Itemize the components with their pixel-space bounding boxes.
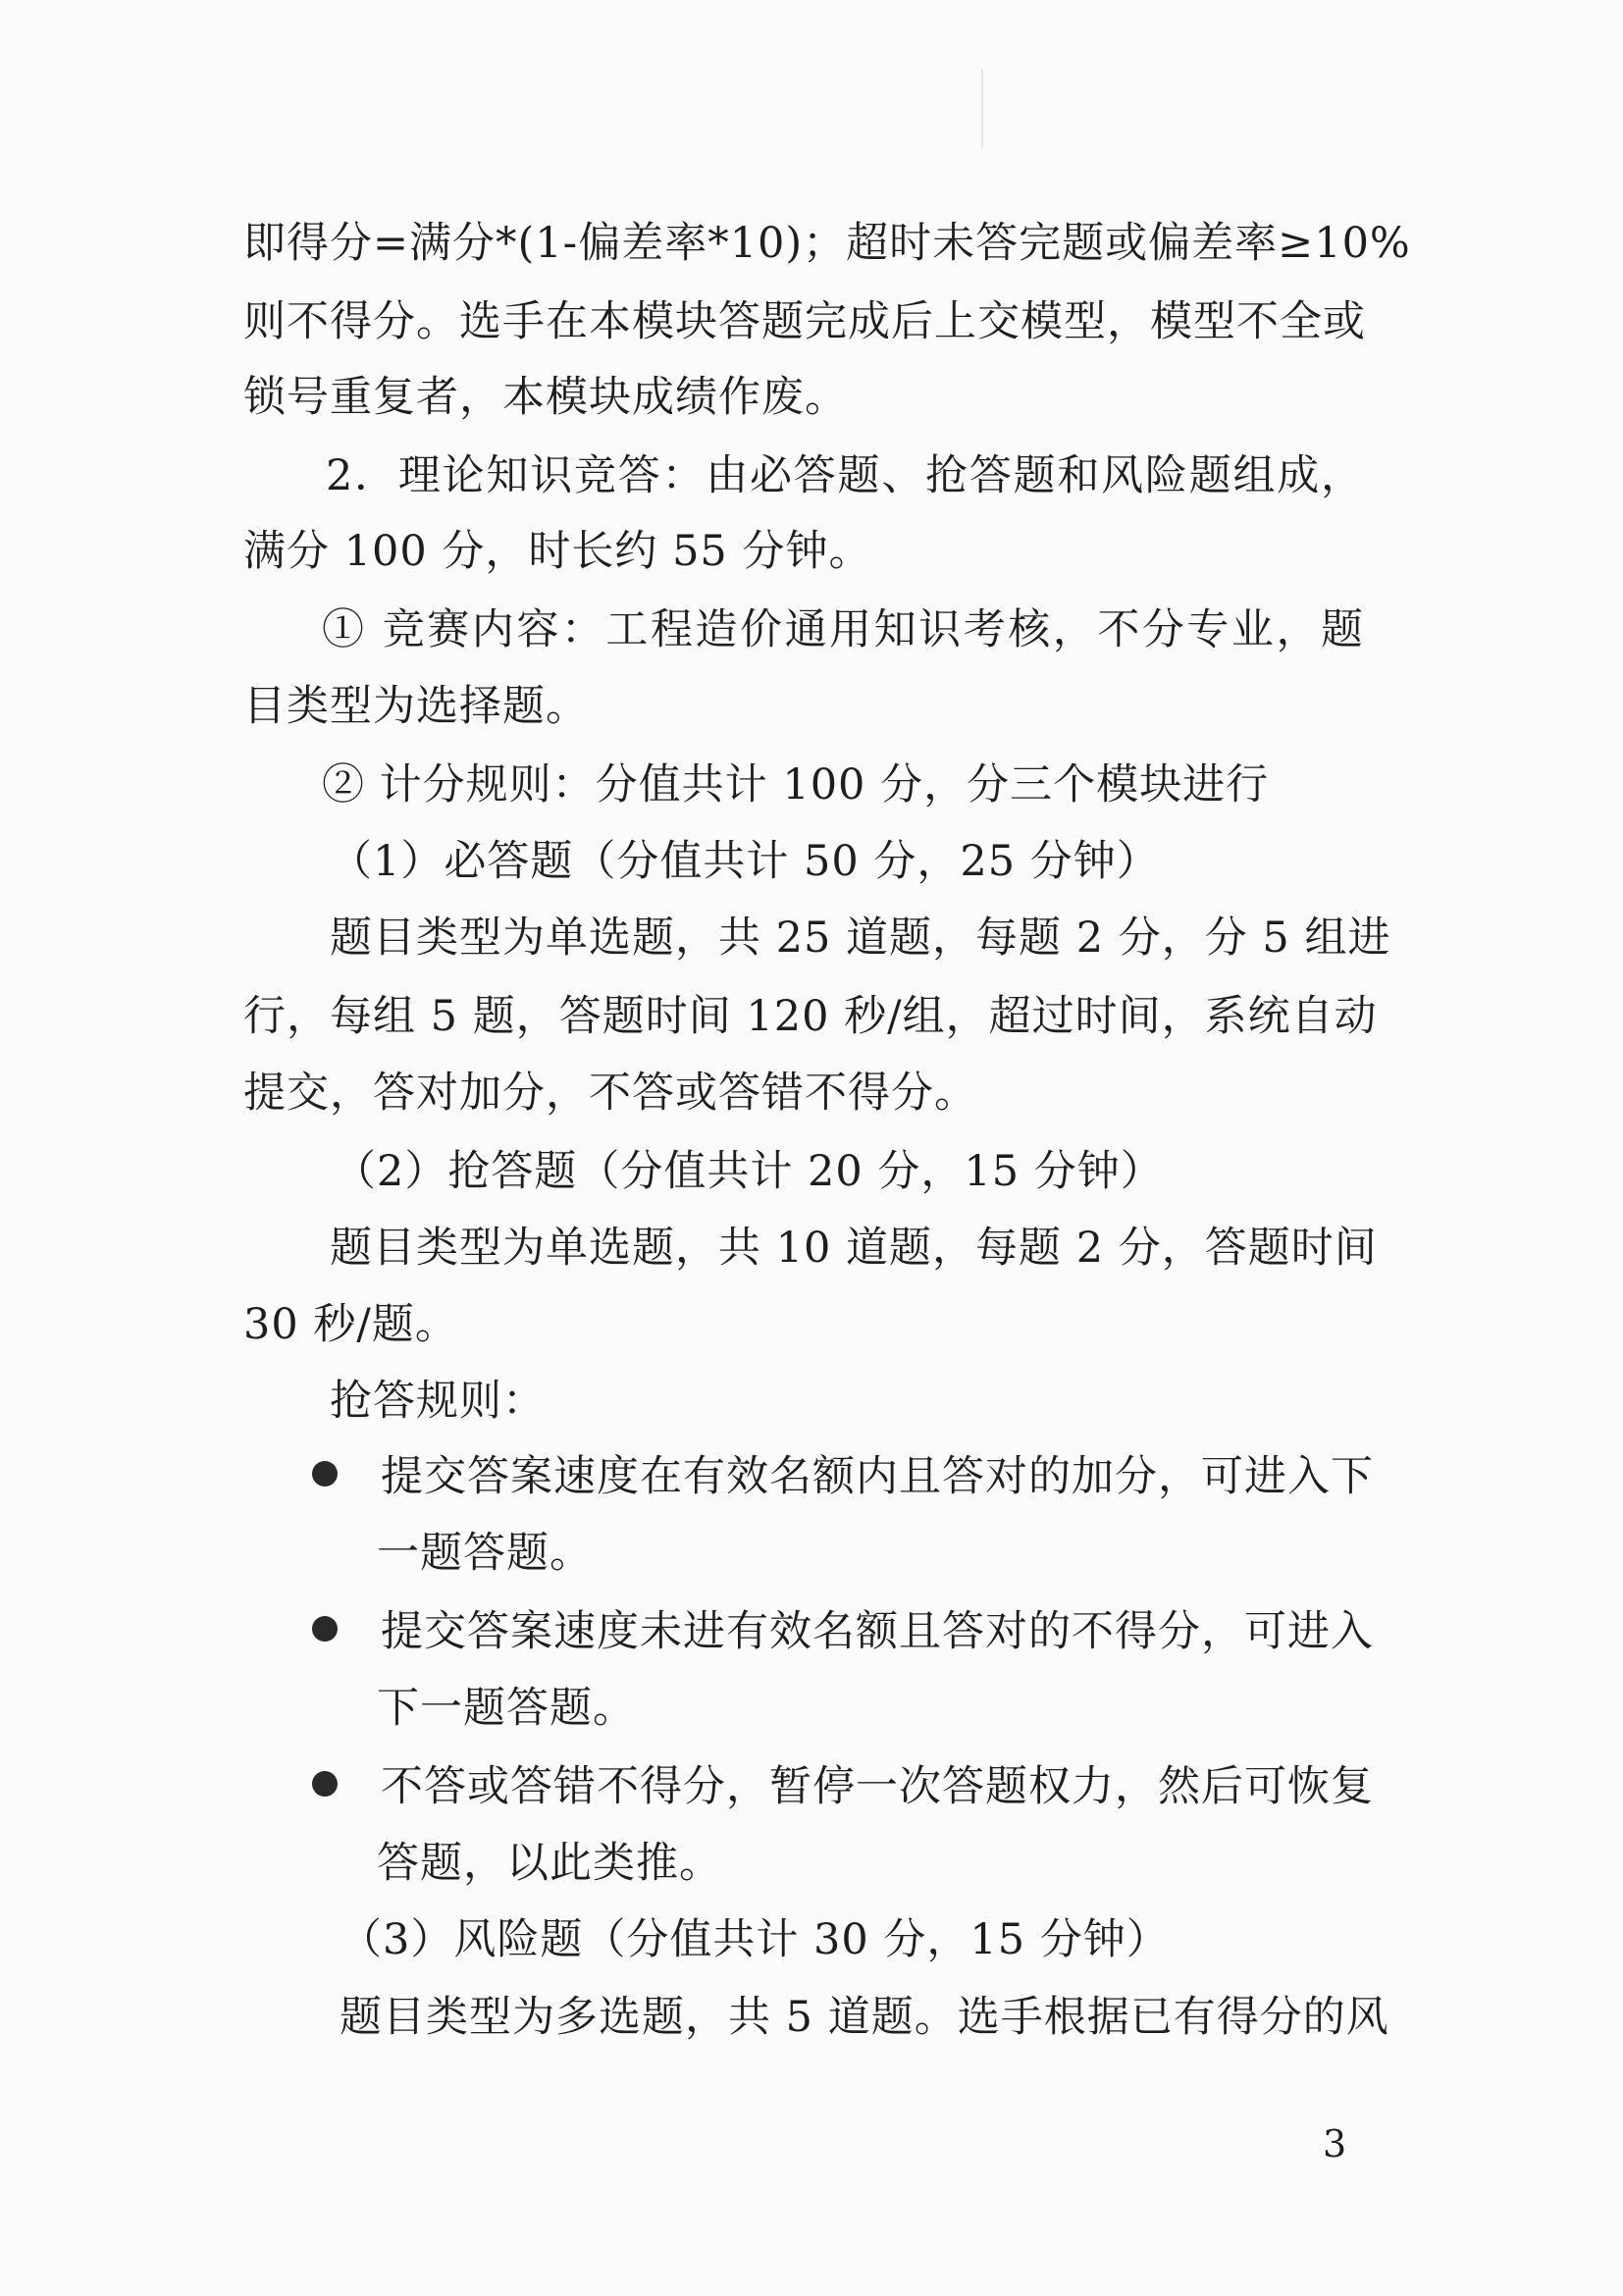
text-line-18: 一题答题。 [377,1529,593,1578]
text-line-17: 提交答案速度在有效名额内且答对的加分，可进入下 [381,1452,1374,1501]
text-line-13: （2）抢答题（分值共计 20 分，15 分钟） [334,1147,1164,1196]
text-line-2: 则不得分。选手在本模块答题完成后上交模型，模型不全或 [243,297,1366,346]
text-line-1: 即得分=满分*(1-偏差率*10)；超时未答完题或偏差率≥10% [243,219,1411,268]
text-line-11: 行，每组 5 题，答题时间 120 秒/组，超过时间，系统自动 [243,992,1378,1041]
text-line-9: （1）必答题（分值共计 50 分，25 分钟） [330,837,1160,886]
text-line-21: 不答或答错不得分，暂停一次答题权力，然后可恢复 [381,1762,1374,1811]
page-number: 3 [1323,2122,1347,2166]
text-line-15: 30 秒/题。 [243,1300,458,1349]
scan-fold-mark [981,69,983,147]
text-line-8: ② 计分规则：分值共计 100 分，分三个模块进行 [322,760,1270,809]
text-line-10: 题目类型为单选题，共 25 道题，每题 2 分，分 5 组进 [330,913,1391,963]
text-line-19: 提交答案速度未进有效名额且答对的不得分，可进入 [381,1607,1374,1656]
text-line-7: 目类型为选择题。 [243,682,589,731]
text-line-5: 满分 100 分，时长约 55 分钟。 [243,527,872,576]
text-line-14: 题目类型为单选题，共 10 道题，每题 2 分，答题时间 [330,1224,1378,1273]
text-line-16: 抢答规则： [330,1377,546,1426]
text-line-4: 2．理论知识竞答：由必答题、抢答题和风险题组成， [326,451,1364,500]
bullet-1 [312,1461,338,1487]
text-line-20: 下一题答题。 [377,1684,636,1733]
bullet-2 [312,1616,338,1642]
bullet-3 [312,1771,338,1797]
text-line-12: 提交，答对加分，不答或答错不得分。 [243,1069,977,1118]
text-line-3: 锁号重复者，本模块成绩作废。 [243,373,848,422]
text-line-23: （3）风险题（分值共计 30 分，15 分钟） [340,1915,1170,1964]
text-line-6: ① 竞赛内容：工程造价通用知识考核，不分专业，题 [322,605,1364,654]
text-line-22: 答题，以此类推。 [377,1839,722,1888]
text-line-24: 题目类型为多选题，共 5 道题。选手根据已有得分的风 [340,1993,1389,2042]
